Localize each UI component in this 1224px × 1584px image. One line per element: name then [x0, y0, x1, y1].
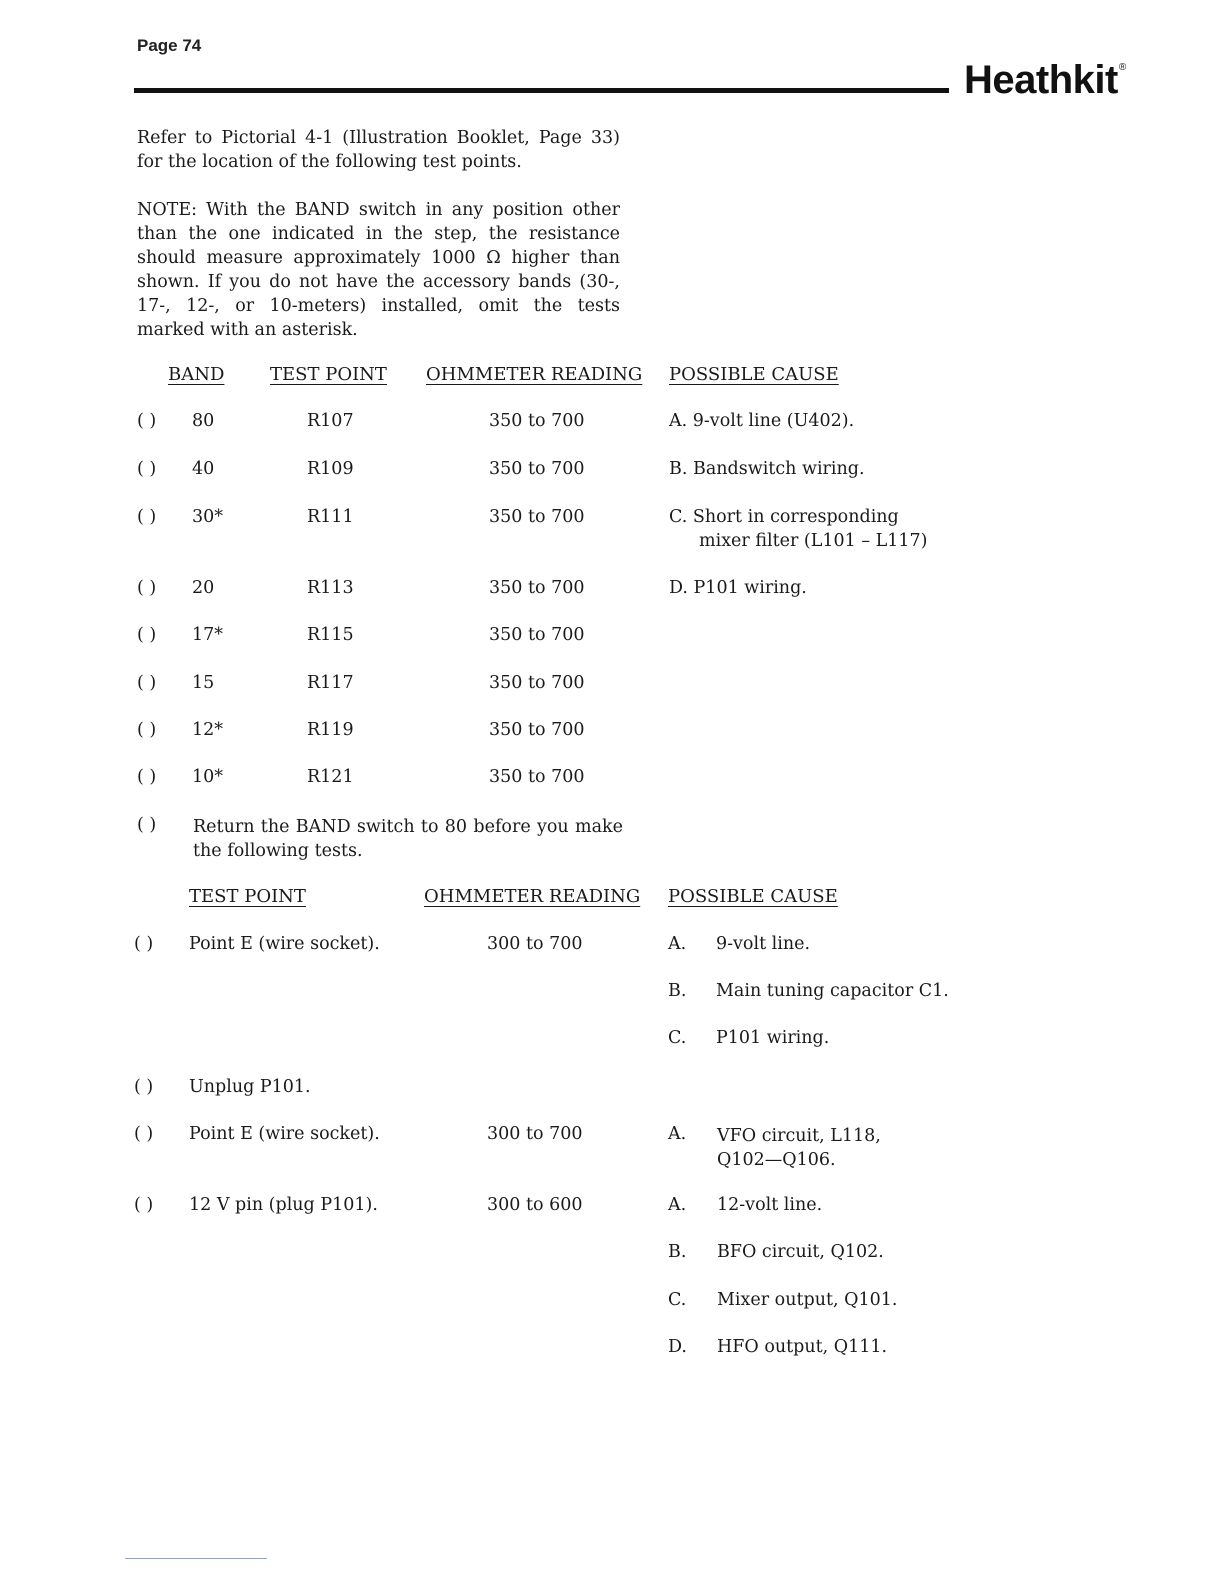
reading-value: 300 to 700 — [487, 1124, 583, 1144]
reading-value: 350 to 700 — [489, 673, 585, 693]
reading-value: 350 to 700 — [489, 411, 585, 431]
cause-text: HFO output, Q111. — [717, 1337, 888, 1357]
checkbox[interactable]: ( ) — [137, 459, 157, 479]
intro-paragraph: Refer to Pictorial 4-1 (Illustration Booklet, Page 33) for the location of the following test points. — [137, 128, 620, 172]
test-point-value: R111 — [307, 507, 354, 527]
brand-logo — [964, 58, 1126, 103]
band-value: 40 — [192, 459, 215, 479]
header-ohmmeter-reading-2: OHMMETER READING — [424, 886, 641, 907]
reading-value: 350 to 700 — [489, 720, 585, 740]
cause-letter: B. — [668, 1242, 687, 1262]
checkbox[interactable]: ( ) — [137, 767, 157, 787]
reading-value: 300 to 600 — [487, 1195, 583, 1215]
page-number: Page 74 — [137, 36, 202, 55]
note-paragraph: NOTE: With the BAND switch in any position other than the one indicated in the step, the resistance should measure approximately 1000 Ω higher than shown. If you do not have the accessory bands (30-, 17-, 12-, or 10-meters) installed, omit the tests marked with an asterisk. — [137, 200, 620, 340]
reading-value: 350 to 700 — [489, 767, 585, 787]
cause-item-continued: mixer filter (L101 – L117) — [699, 531, 928, 551]
reading-value: 350 to 700 — [489, 578, 585, 598]
test-point-value: R117 — [307, 673, 354, 693]
cause-text: BFO circuit, Q102. — [717, 1242, 884, 1262]
reading-value: 300 to 700 — [487, 934, 583, 954]
header-test-point: TEST POINT — [270, 364, 387, 385]
checkbox[interactable]: ( ) — [137, 578, 157, 598]
cause-item: A. 9-volt line (U402). — [669, 411, 855, 431]
cause-letter: A. — [668, 1195, 687, 1215]
band-value: 12* — [192, 720, 224, 740]
brand-name: Heathkit — [964, 58, 1118, 102]
checkbox[interactable]: ( ) — [134, 1124, 154, 1144]
band-value: 15 — [192, 673, 215, 693]
header-ohmmeter-reading: OHMMETER READING — [426, 364, 643, 385]
registered-mark: ® — [1118, 62, 1126, 73]
test-point-value: 12 V pin (plug P101). — [189, 1195, 378, 1215]
test-point-value: R113 — [307, 578, 354, 598]
header-possible-cause-2: POSSIBLE CAUSE — [668, 886, 838, 907]
test-point-value: R119 — [307, 720, 354, 740]
band-value: 20 — [192, 578, 215, 598]
reading-value: 350 to 700 — [489, 459, 585, 479]
test-point-value: R107 — [307, 411, 354, 431]
cause-text: 12-volt line. — [717, 1195, 823, 1215]
header-test-point-2: TEST POINT — [189, 886, 306, 907]
checkbox[interactable]: ( ) — [134, 1077, 154, 1097]
cause-text: VFO circuit, L118, Q102—Q106. — [717, 1126, 881, 1170]
header-possible-cause: POSSIBLE CAUSE — [669, 364, 839, 385]
reading-value: 350 to 700 — [489, 507, 585, 527]
cause-letter: A. — [668, 934, 687, 954]
test-point-value: R115 — [307, 625, 354, 645]
cause-letter: C. — [668, 1290, 687, 1310]
checkbox[interactable]: ( ) — [137, 673, 157, 693]
checkbox[interactable]: ( ) — [137, 720, 157, 740]
cause-item: C. Short in corresponding — [669, 507, 899, 527]
checkbox[interactable]: ( ) — [134, 1195, 154, 1215]
footer-line — [125, 1558, 267, 1559]
test-point-value: R109 — [307, 459, 354, 479]
band-value: 10* — [192, 767, 224, 787]
header-rule — [134, 88, 949, 93]
cause-text: Mixer output, Q101. — [717, 1290, 898, 1310]
checkbox[interactable]: ( ) — [137, 625, 157, 645]
test-point-value: R121 — [307, 767, 354, 787]
checkbox[interactable]: ( ) — [137, 507, 157, 527]
cause-text: Main tuning capacitor C1. — [716, 981, 949, 1001]
cause-letter: D. — [668, 1337, 687, 1357]
checkbox[interactable]: ( ) — [137, 411, 157, 431]
band-value: 80 — [192, 411, 215, 431]
cause-item: B. Bandswitch wiring. — [669, 459, 865, 479]
checkbox[interactable]: ( ) — [137, 815, 157, 835]
cause-text: P101 wiring. — [716, 1028, 830, 1048]
test-point-value: Point E (wire socket). — [189, 1124, 380, 1144]
return-step-text: Return the BAND switch to 80 before you make the following tests. — [193, 817, 623, 861]
unplug-step-text: Unplug P101. — [189, 1077, 311, 1097]
cause-item: D. P101 wiring. — [669, 578, 807, 598]
checkbox[interactable]: ( ) — [134, 934, 154, 954]
test-point-value: Point E (wire socket). — [189, 934, 380, 954]
cause-letter: B. — [668, 981, 687, 1001]
header-band: BAND — [168, 364, 225, 385]
reading-value: 350 to 700 — [489, 625, 585, 645]
cause-text: 9-volt line. — [716, 934, 811, 954]
band-value: 17* — [192, 625, 224, 645]
cause-letter: A. — [668, 1124, 687, 1144]
cause-letter: C. — [668, 1028, 687, 1048]
band-value: 30* — [192, 507, 224, 527]
